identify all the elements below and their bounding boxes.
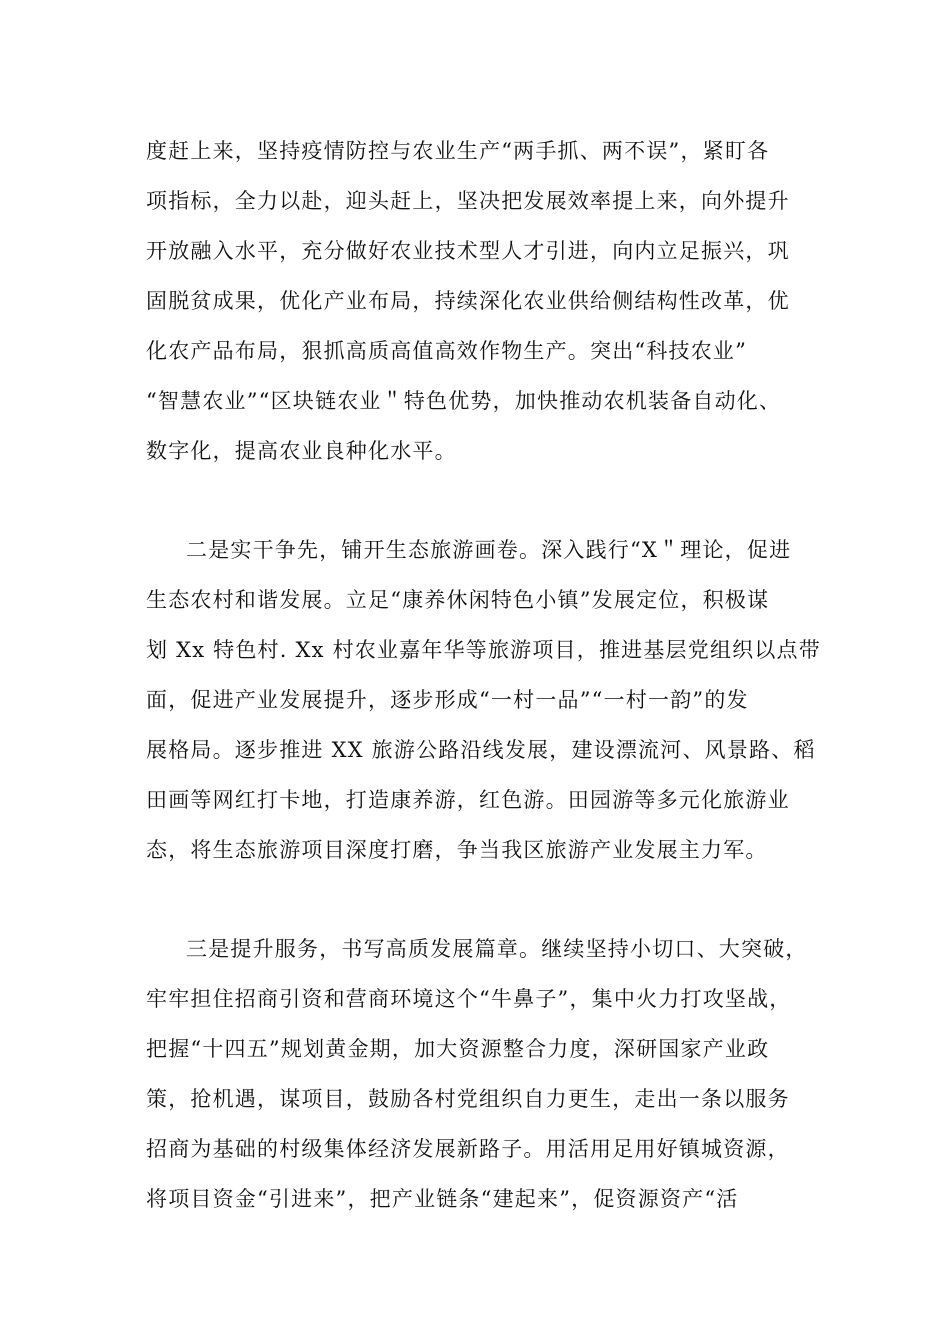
text-line: 划 Xx 特色村. Xx 村农业嘉年华等旅游项目，推进基层党组织以点带 <box>146 638 821 662</box>
text-line: “智慧农业”“区块链农业＂特色优势，加快推动农机装备自动化、 <box>146 389 782 413</box>
text-line: 牢牢担住招商引资和营商环境这个“牛鼻子”，集中火力打攻坚战， <box>146 987 792 1011</box>
text-line: 田画等网红打卡地，打造康养游，红色游。田园游等多元化旅游业 <box>146 788 790 812</box>
text-line: 展格局。逐步推进 XX 旅游公路沿线发展，建设漂流河、风景路、稻 <box>146 738 816 762</box>
text-line: 度赶上来，坚持疫情防控与农业生产“两手抓、两不误”，紧盯各 <box>146 139 770 163</box>
text-line: 生态农村和谐发展。立足“康养休闲特色小镇”发展定位，积极谋 <box>146 588 770 612</box>
text-line: 策，抢机遇，谋项目，鼓励各村党组织自力更生，走出一条以服务 <box>146 1087 790 1111</box>
text-line: 二是实干争先，铺开生态旅游画卷。深入践行“X＂理论，促进 <box>186 538 792 562</box>
text-line: 项指标，全力以赴，迎头赶上，坚决把发展效率提上来，向外提升 <box>146 189 790 213</box>
text-line: 化农产品布局，狠抓高质高值高效作物生产。突出“科技农业” <box>146 339 748 363</box>
text-line: 开放融入水平，充分做好农业技术型人才引进，向内立足振兴，巩 <box>146 239 790 263</box>
text-line: 三是提升服务，书写高质发展篇章。继续坚持小切口、大突破， <box>186 937 808 961</box>
text-line: 态，将生态旅游项目深度打磨，争当我区旅游产业发展主力军。 <box>146 838 768 862</box>
text-line: 固脱贫成果，优化产业布局，持续深化农业供给侧结构性改革，优 <box>146 289 790 313</box>
text-line: 数字化，提高农业良种化水平。 <box>146 439 457 463</box>
text-line: 招商为基础的村级集体经济发展新路子。用活用足用好镇城资源， <box>146 1137 790 1161</box>
text-line: 面，促进产业发展提升，逐步形成“一村一品”“一村一韵”的发 <box>146 688 749 712</box>
text-line: 将项目资金“引进来”，把产业链条“建起来”，促资源资产“活 <box>146 1187 739 1211</box>
text-line: 把握“十四五”规划黄金期，加大资源整合力度，深研国家产业政 <box>146 1037 770 1061</box>
